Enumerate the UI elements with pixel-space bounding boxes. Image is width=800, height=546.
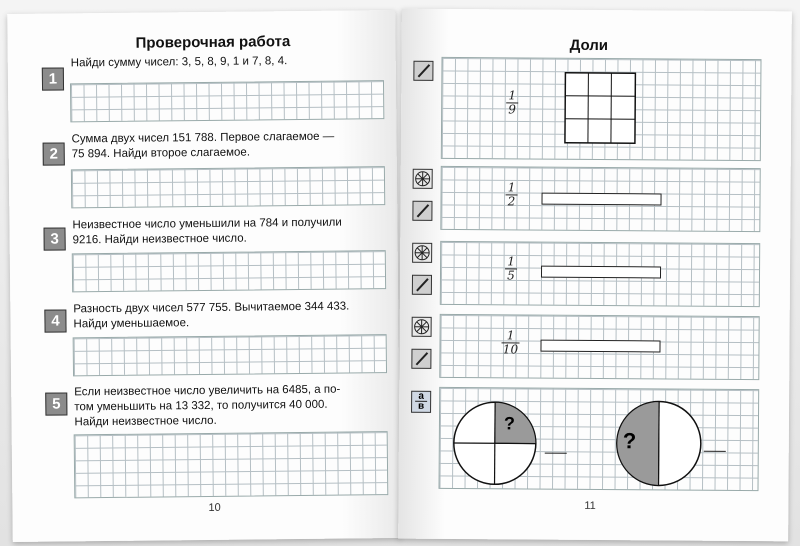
page-number: 11: [584, 499, 596, 513]
task-number: 2: [43, 142, 65, 165]
left-page: [7, 10, 401, 542]
answer-grid[interactable]: [72, 250, 386, 292]
task-text: Найди сумму чисел: 3, 5, 8, 9, 1 и 7, 8, 4.: [70, 55, 288, 70]
answer-line: [704, 451, 726, 452]
question-mark: ?: [503, 413, 516, 434]
fraction-label: 1 2: [504, 181, 518, 208]
wheel-icon: [412, 243, 432, 263]
ninths-square: [564, 72, 637, 145]
letters-icon: а в: [411, 391, 431, 413]
task-number: 5: [45, 392, 67, 415]
page-title: Доли: [569, 36, 609, 55]
right-page: [398, 9, 792, 542]
pencil-icon: [413, 61, 433, 81]
task-text: Сумма двух чисел 151 788. Первое слагаемое — 75 894. Найди второе слагаемое.: [71, 130, 335, 161]
answer-grid[interactable]: [74, 431, 389, 498]
answer-line: [545, 453, 567, 454]
answer-grid[interactable]: [73, 334, 387, 376]
circle-quarters: [451, 399, 540, 488]
pencil-icon: [412, 275, 432, 295]
page-number: 10: [208, 501, 221, 514]
fraction-label: 1 10: [502, 328, 519, 357]
question-mark: ?: [622, 428, 637, 454]
pencil-icon: [411, 349, 431, 369]
page-title: Проверочная работа: [135, 33, 291, 52]
task-text: Неизвестное число уменьшили на 784 и получили 9216. Найди неизвестное число.: [72, 216, 342, 247]
task-text: Если неизвестное число увеличить на 6485, а по- том уменьшить на 13 332, то получится 40 000. Найди неизвестное число.: [74, 383, 341, 429]
wheel-icon: [412, 317, 432, 337]
task-number: 3: [43, 227, 65, 250]
answer-grid[interactable]: [71, 166, 385, 208]
task-number: 4: [44, 309, 66, 332]
answer-grid[interactable]: [70, 80, 384, 122]
task-number: 1: [42, 67, 64, 90]
fraction-strip: [540, 340, 660, 353]
fraction-strip: [541, 193, 661, 206]
wheel-icon: [413, 169, 433, 189]
pencil-icon: [412, 201, 432, 221]
task-text: Разность двух чисел 577 755. Вычитаемое 344 433. Найди уменьшаемое.: [73, 300, 350, 331]
fraction-label: 1 5: [504, 255, 518, 282]
fraction-label: 1 9: [505, 89, 519, 116]
fraction-strip: [541, 266, 661, 279]
